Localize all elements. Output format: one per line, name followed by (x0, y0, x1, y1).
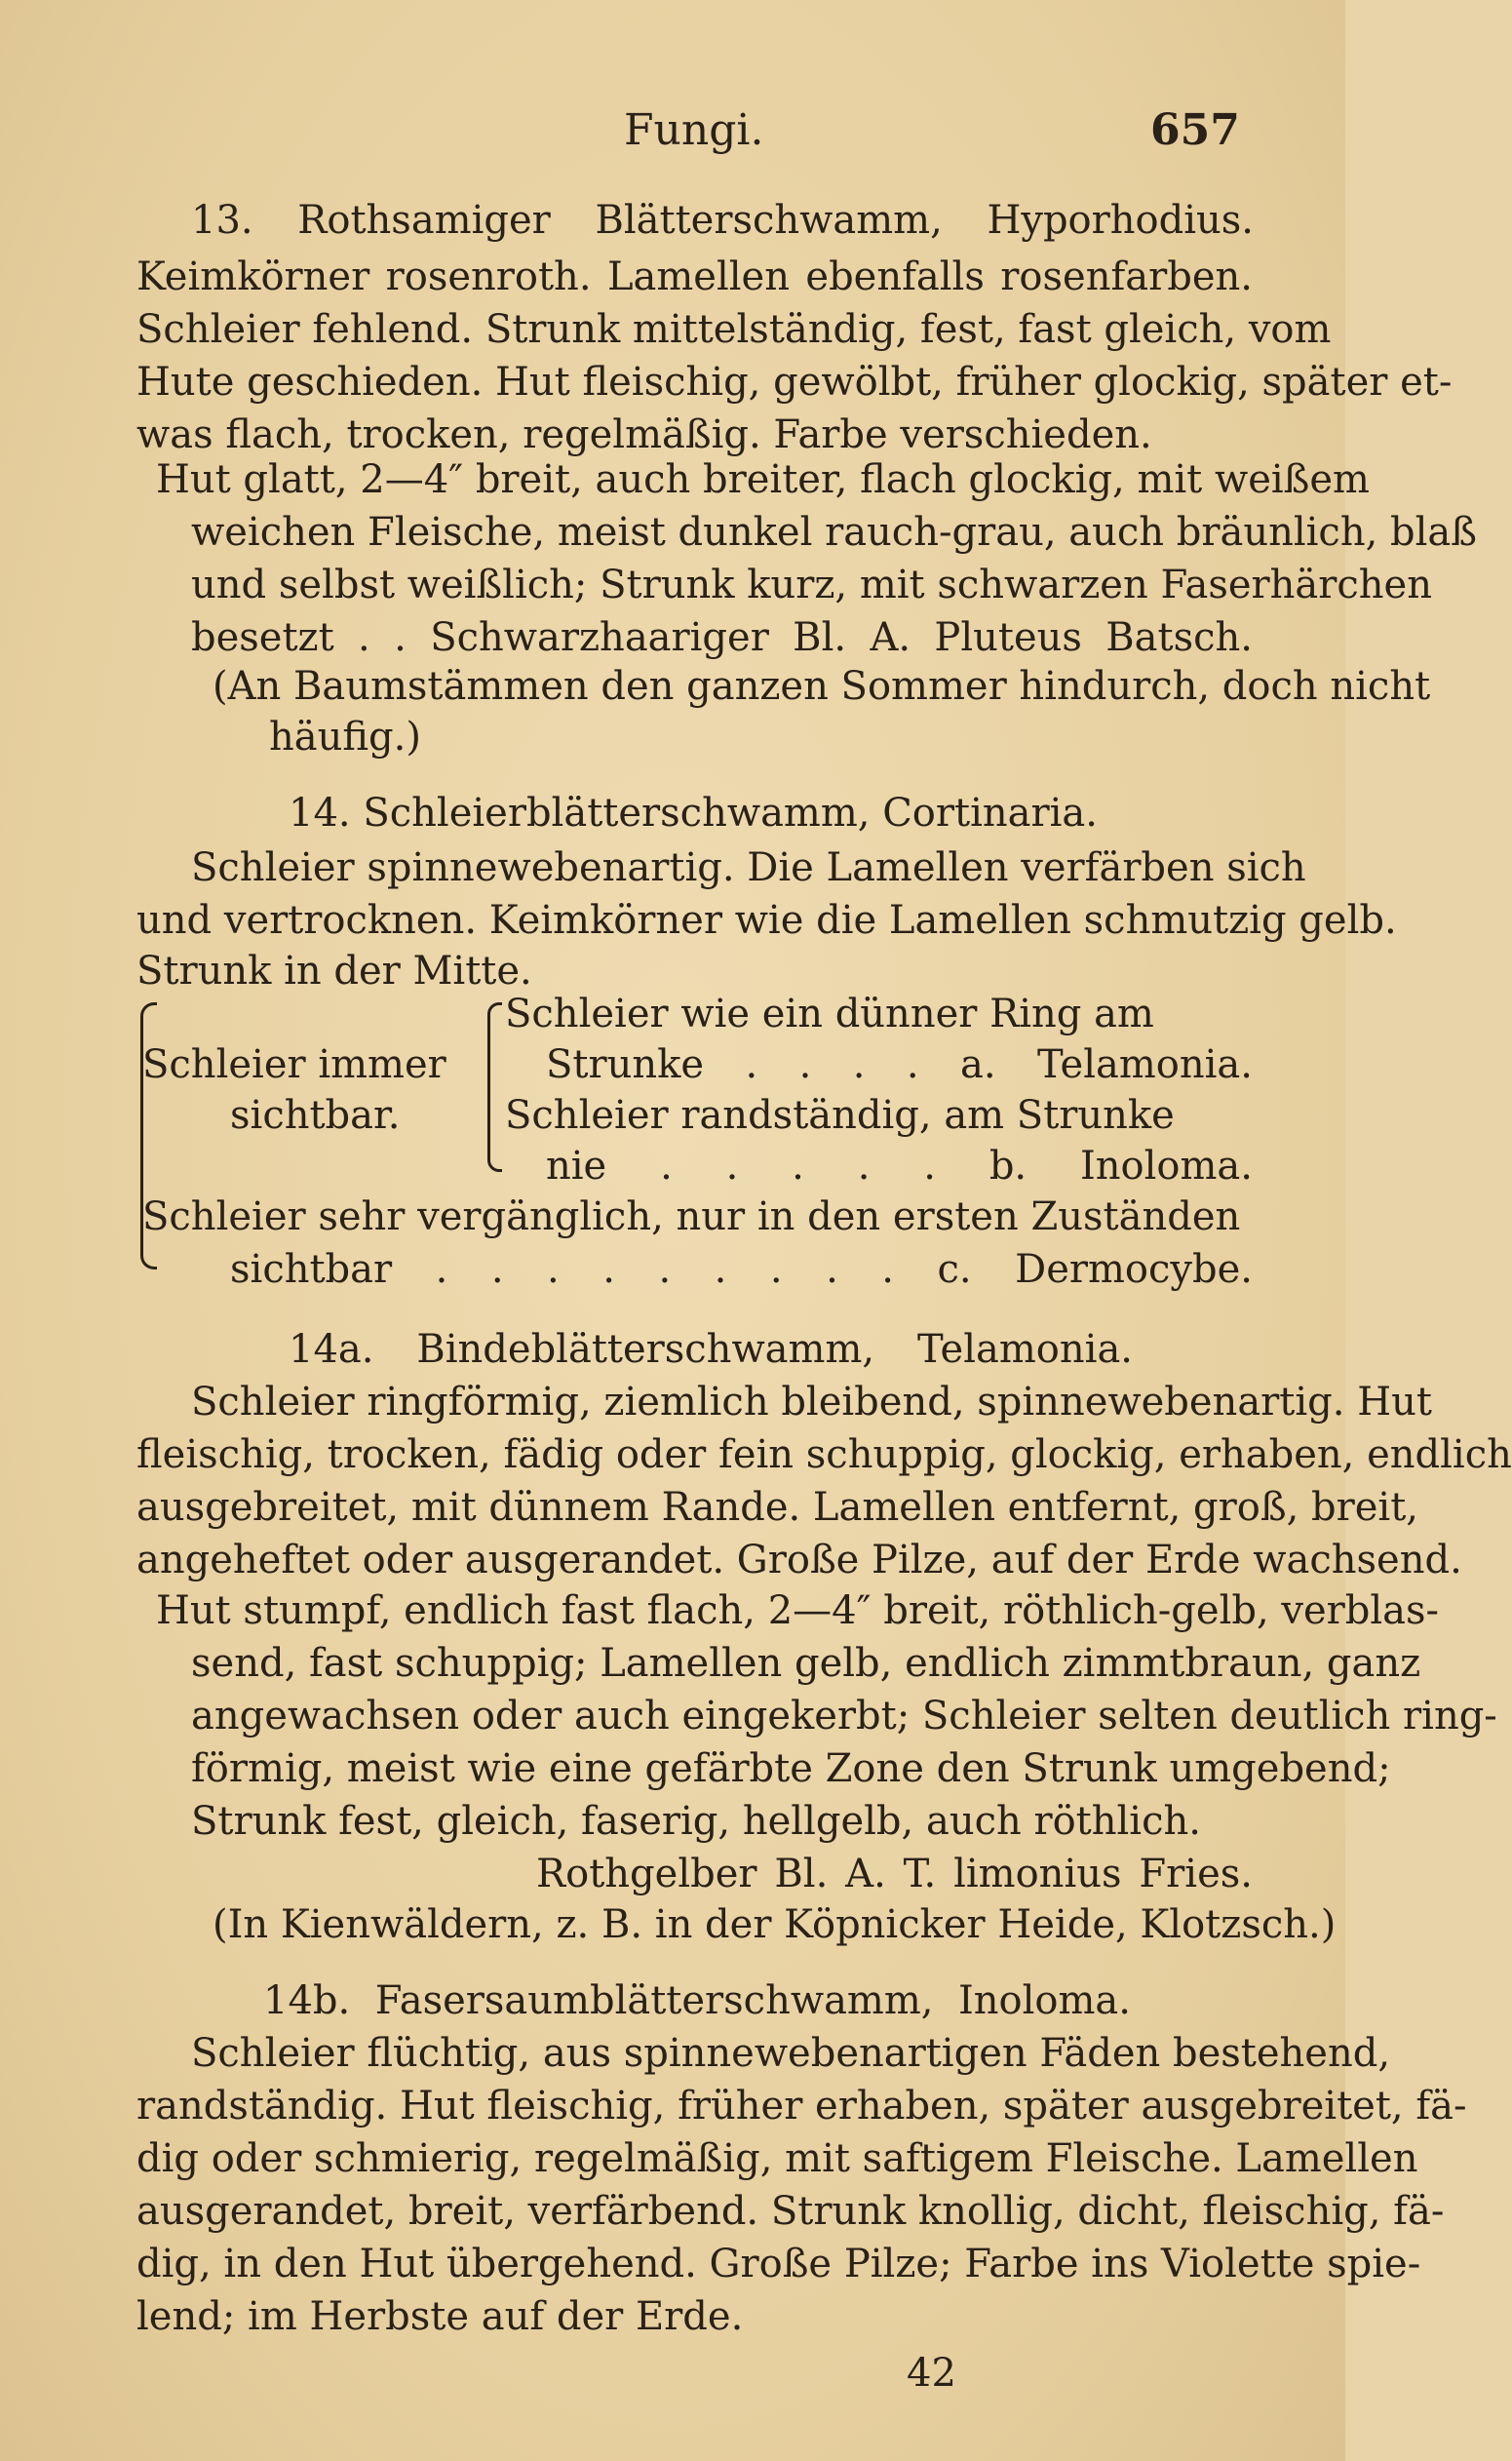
section-13-desc: weichen Fleische, meist dunkel rauch-grau, auch bräunlich, blaß (191, 510, 1477, 555)
section-14-heading: 14. Schleierblätterschwamm, Cortinaria. (289, 791, 1098, 836)
section-13-line: Hute geschieden. Hut fleischig, gewölbt, früher glockig, später et- (136, 360, 1453, 405)
section-14a-desc: förmig, meist wie eine gefärbte Zone den Strunk umgebend; (191, 1746, 1391, 1791)
key-left-label: sichtbar. (230, 1093, 401, 1138)
section-14a-desc: Strunk fest, gleich, faserig, hellgelb, auch röthlich. (191, 1799, 1201, 1844)
key-entry: nie . . . . . b. Inoloma. (546, 1144, 1253, 1189)
section-13-habitat: (An Baumstämmen den ganzen Sommer hindurch, doch nicht (213, 664, 1431, 709)
key-entry: Strunke . . . . a. Telamonia. (546, 1042, 1253, 1087)
section-14a-species: Rothgelber Bl. A. T. limonius Fries. (536, 1852, 1253, 1896)
section-14a-desc: send, fast schuppig; Lamellen gelb, endlich zimmtbraun, ganz (191, 1641, 1421, 1686)
section-13-desc: besetzt . . Schwarzhaariger Bl. A. Pluteus Batsch. (191, 615, 1253, 660)
running-title: Fungi. (624, 105, 764, 155)
key-left-label: Schleier immer (142, 1042, 446, 1087)
section-14a-desc: angewachsen oder auch eingekerbt; Schleier selten deutlich ring- (191, 1694, 1497, 1738)
section-14a-line: fleischig, trocken, fädig oder fein schuppig, glockig, erhaben, endlich (136, 1432, 1512, 1477)
page-number: 657 (1150, 105, 1240, 155)
section-14a-line: ausgebreitet, mit dünnem Rande. Lamellen entfernt, groß, breit, (136, 1485, 1418, 1530)
key-entry: sichtbar . . . . . . . . . c. Dermocybe. (230, 1247, 1253, 1292)
section-14b-line: dig oder schmierig, regelmäßig, mit saftigem Fleische. Lamellen (136, 2136, 1418, 2181)
section-14b-line: randständig. Hut fleischig, früher erhaben, später ausgebreitet, fä- (136, 2084, 1467, 2129)
inner-brace (487, 1002, 502, 1172)
section-14a-line: angeheftet oder ausgerandet. Große Pilze, auf der Erde wachsend. (136, 1538, 1462, 1582)
section-14-line: Strunk in der Mitte. (136, 949, 532, 994)
section-14b-line: Schleier flüchtig, aus spinnewebenartigen Fäden bestehend, (191, 2031, 1391, 2076)
signature-mark: 42 (907, 2351, 956, 2396)
section-13-desc: und selbst weißlich; Strunk kurz, mit schwarzen Faserhärchen (191, 563, 1432, 607)
section-14a-line: Schleier ringförmig, ziemlich bleibend, spinnewebenartig. Hut (191, 1380, 1432, 1425)
section-14b-line: ausgerandet, breit, verfärbend. Strunk knollig, dicht, fleischig, fä- (136, 2189, 1445, 2234)
section-14a-habitat: (In Kienwäldern, z. B. in der Köpnicker Heide, Klotzsch.) (213, 1902, 1337, 1947)
section-13-heading: 13. Rothsamiger Blätterschwamm, Hyporhodius. (191, 198, 1254, 243)
section-13-line: Keimkörner rosenroth. Lamellen ebenfalls rosenfarben. (136, 254, 1253, 299)
key-entry: Schleier wie ein dünner Ring am (505, 992, 1154, 1036)
key-entry: Schleier sehr vergänglich, nur in den ersten Zuständen (142, 1194, 1241, 1239)
section-14b-line: dig, in den Hut übergehend. Große Pilze; Farbe ins Violette spie- (136, 2242, 1421, 2286)
section-13-line: was flach, trocken, regelmäßig. Farbe verschieden. (136, 412, 1152, 457)
section-14a-desc: Hut stumpf, endlich fast flach, 2—4″ breit, röthlich-gelb, verblas- (156, 1588, 1440, 1633)
section-14b-line: lend; im Herbste auf der Erde. (136, 2294, 744, 2339)
section-14b-heading: 14b. Fasersaumblätterschwamm, Inoloma. (263, 1978, 1131, 2023)
section-14-line: und vertrocknen. Keimkörner wie die Lamellen schmutzig gelb. (136, 898, 1397, 943)
section-13-line: Schleier fehlend. Strunk mittelständig, fest, fast gleich, vom (136, 307, 1332, 352)
section-14a-heading: 14a. Bindeblätterschwamm, Telamonia. (289, 1327, 1133, 1372)
section-13-desc: Hut glatt, 2—4″ breit, auch breiter, flach glockig, mit weißem (156, 457, 1370, 502)
section-13-habitat: häufig.) (269, 715, 421, 760)
key-entry: Schleier randständig, am Strunke (505, 1093, 1175, 1138)
section-14-line: Schleier spinnewebenartig. Die Lamellen verfärben sich (191, 845, 1306, 890)
